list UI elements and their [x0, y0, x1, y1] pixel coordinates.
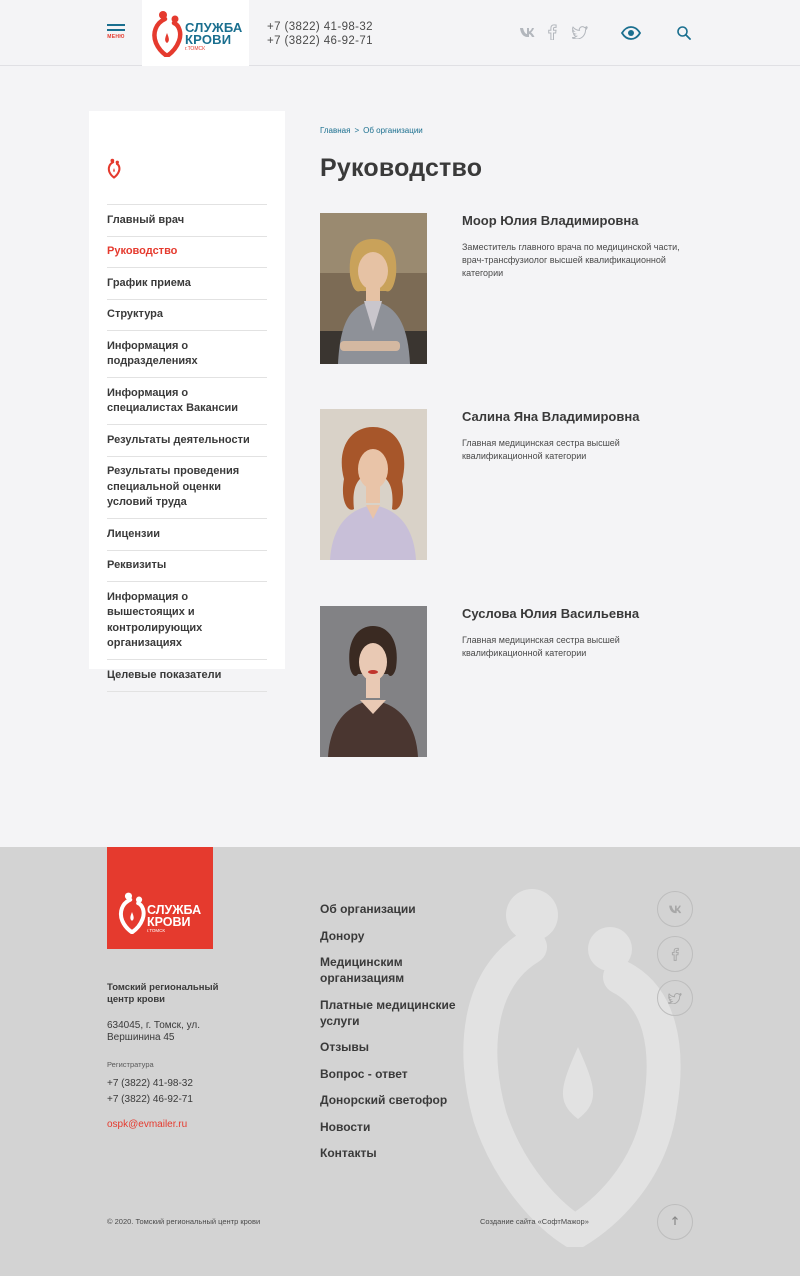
breadcrumb-separator: >: [354, 126, 360, 135]
hamburger-icon: [107, 24, 125, 26]
twitter-icon[interactable]: [572, 26, 588, 39]
footer-logo-city: г.ТОМСК: [147, 928, 166, 933]
page-title: Руководство: [320, 154, 483, 182]
footer-nav-reviews[interactable]: Отзывы: [320, 1040, 370, 1054]
sidebar-item-departments[interactable]: Информация о подразделениях: [107, 331, 267, 378]
menu-label: МЕНЮ: [107, 34, 125, 40]
sidebar-item-target-indicators[interactable]: Целевые показатели: [107, 660, 267, 692]
eye-icon[interactable]: [621, 26, 641, 40]
footer-phones: [107, 1076, 193, 1107]
footer-copyright: © 2020. Томский региональный центр крови: [107, 1217, 261, 1226]
header-phones: [267, 20, 373, 48]
footer-nav-news[interactable]: Новости: [320, 1119, 371, 1134]
sidebar-nav: [107, 204, 267, 692]
sidebar-item-requisites[interactable]: Реквизиты: [107, 551, 267, 583]
sidebar-item-results[interactable]: Результаты деятельности: [107, 425, 267, 457]
footer-creator-link[interactable]: Создание сайта «СофтМажор»: [480, 1217, 589, 1226]
scroll-to-top-button[interactable]: [657, 1204, 693, 1240]
footer-logo[interactable]: [107, 847, 213, 949]
sidebar-item-schedule[interactable]: График приема: [107, 268, 267, 300]
sidebar-item-licenses[interactable]: Лицензии: [107, 519, 267, 551]
logo-city: г.ТОМСК: [185, 46, 206, 52]
menu-button[interactable]: [104, 22, 128, 46]
footer-phone-2[interactable]: +7 (3822) 46-92-71: [107, 1093, 193, 1105]
site-footer: [0, 847, 800, 1276]
footer-vk-button[interactable]: [657, 891, 693, 927]
blood-service-logo-icon: [150, 9, 184, 57]
footer-nav-medical-orgs[interactable]: Медицинским организациям: [320, 955, 405, 985]
sidebar-item-chief-doctor[interactable]: Главный врач: [107, 205, 267, 237]
search-icon[interactable]: [677, 26, 691, 40]
header-phone-1[interactable]: +7 (3822) 41-98-32: [267, 21, 373, 33]
footer-logo-text: СЛУЖБА КРОВИ: [147, 903, 202, 929]
footer-address: 634045, г. Томск, ул. Вершинина 45: [107, 1020, 200, 1043]
twitter-icon: [668, 993, 682, 1004]
facebook-icon: [671, 947, 679, 961]
sidebar: [89, 111, 285, 681]
arrow-up-icon: [671, 1216, 679, 1226]
footer-nav-paid-services[interactable]: Платные медицинские услуги: [320, 997, 456, 1028]
breadcrumb-current[interactable]: Об организации: [363, 126, 423, 135]
person-name: Салина Яна Владимировна: [462, 409, 640, 424]
header-phone-2[interactable]: +7 (3822) 46-92-71: [267, 35, 373, 47]
person-photo: [320, 606, 427, 757]
blood-drop-logo-icon: [107, 156, 121, 180]
breadcrumb: [320, 126, 423, 135]
vk-icon: [668, 904, 682, 914]
facebook-icon[interactable]: [547, 24, 557, 40]
sidebar-item-supervising-orgs[interactable]: Информация о вышестоящих и контролирующих организациях: [107, 582, 267, 660]
footer-email-link[interactable]: ospk@evmailer.ru: [107, 1119, 188, 1130]
person-name: Моор Юлия Владимировна: [462, 213, 639, 228]
footer-nav-contacts[interactable]: Контакты: [320, 1146, 377, 1160]
person-name: Суслова Юлия Васильевна: [462, 606, 640, 621]
footer-nav-donor[interactable]: Донору: [320, 928, 365, 943]
footer-phone-1[interactable]: +7 (3822) 41-98-32: [107, 1078, 193, 1089]
footer-nav-about[interactable]: Об организации: [320, 902, 416, 916]
person-position: Заместитель главного врача по медицинской части, врач-трансфузиолог высшей квалификационной категории: [462, 242, 680, 278]
vk-icon[interactable]: [519, 26, 535, 38]
footer-nav-donor-traffic-light[interactable]: Донорский светофор: [320, 1093, 448, 1107]
footer-org-name: Томский региональный центр крови: [107, 982, 219, 1005]
sidebar-item-work-assessment[interactable]: Результаты проведения специальной оценки условий труда: [107, 457, 267, 520]
person-photo: [320, 409, 427, 560]
footer-facebook-button[interactable]: [657, 936, 693, 972]
site-logo[interactable]: [142, 0, 249, 66]
site-header: [0, 0, 800, 66]
footer-nav: [320, 901, 470, 1172]
breadcrumb-home[interactable]: Главная: [320, 126, 351, 135]
logo-text: СЛУЖБА КРОВИ: [185, 20, 243, 47]
person-photo: [320, 213, 427, 364]
person-position: Главная медицинская сестра высшей квалификационной категории: [462, 438, 620, 461]
footer-twitter-button[interactable]: [657, 980, 693, 1016]
sidebar-item-structure[interactable]: Структура: [107, 300, 267, 332]
sidebar-item-specialists[interactable]: Информация о специалистах Вакансии: [107, 378, 267, 425]
footer-registry-label: Регистратура: [107, 1060, 154, 1069]
person-position: Главная медицинская сестра высшей квалификационной категории: [462, 635, 620, 658]
blood-service-logo-icon: [117, 890, 147, 934]
footer-nav-faq[interactable]: Вопрос - ответ: [320, 1066, 408, 1081]
sidebar-item-management[interactable]: Руководство: [107, 237, 267, 269]
